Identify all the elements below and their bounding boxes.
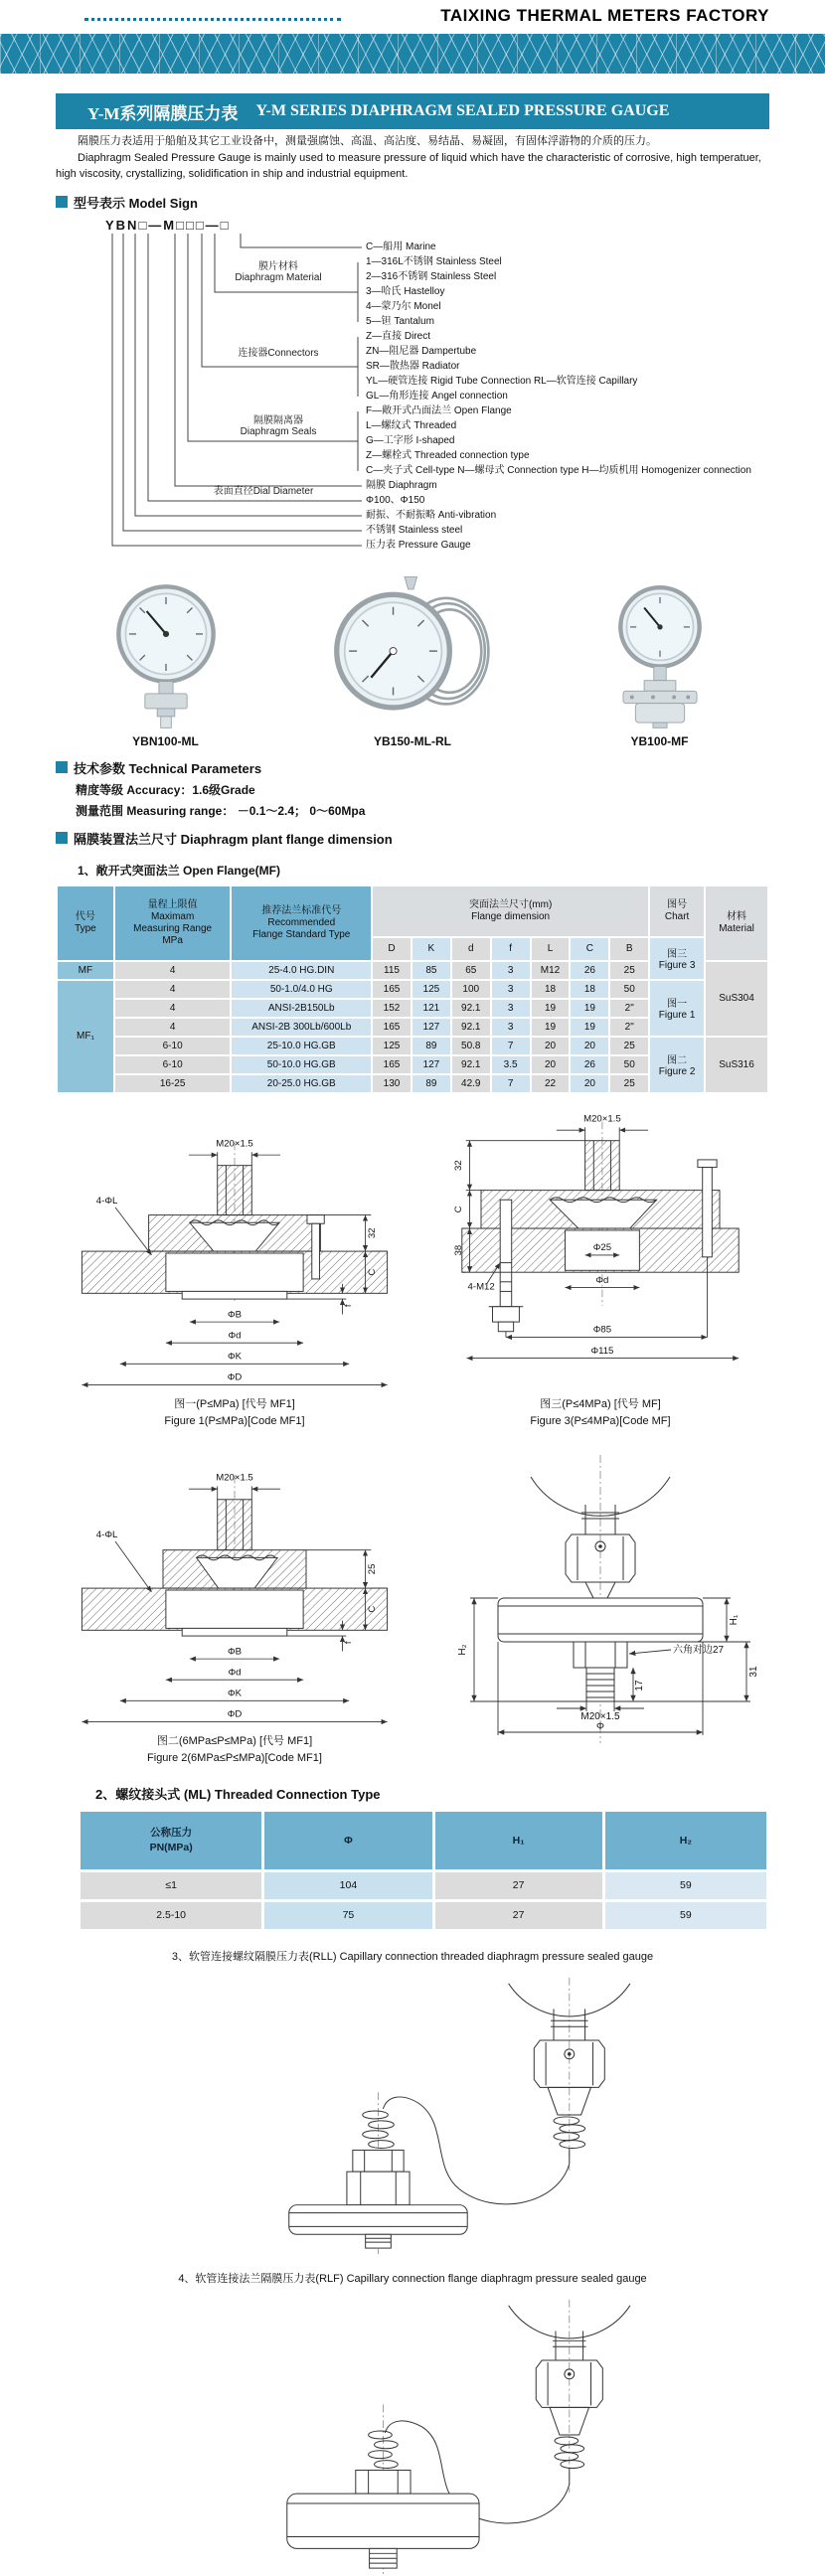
dim-cell: 121 (412, 999, 451, 1018)
page-title-bar (56, 93, 769, 129)
subheader-B: B (609, 937, 649, 961)
group-label-connectors: 连接器Connectors (238, 347, 319, 359)
dim-cell: 18 (570, 980, 609, 999)
dim-cell: 50 (609, 1055, 649, 1074)
range-cell: 4 (114, 1018, 232, 1037)
model-option: 5—钽 Tantalum (366, 315, 434, 327)
accuracy-line: 精度等级 Accuracy：1.6级Grade (76, 782, 255, 797)
tech-params-heading (56, 758, 769, 777)
svg-text:38: 38 (452, 1244, 464, 1255)
dim-cell: 3 (491, 980, 531, 999)
dim-cell: 89 (412, 1074, 451, 1093)
subheader-C: C (570, 937, 609, 961)
photo-ybn100-ml (86, 581, 246, 748)
svg-text:M20×1.5: M20×1.5 (216, 1472, 253, 1484)
model-option: GL—角形连接 Angel connection (366, 390, 508, 402)
material-cell: SuS304 (705, 961, 768, 1037)
gauge-photo-icon (306, 573, 520, 730)
subheader-K: K (412, 937, 451, 961)
table-row (57, 980, 768, 999)
photo-caption: YB150-ML-RL (373, 733, 451, 748)
page-title-en: Y-M SERIES DIAPHRAGM SEALED PRESSURE GAUGE (255, 102, 670, 119)
section3-heading: 3、软管连接螺纹隔膜压力表(RLL) Capillary connection threaded diaphragm pressure sealed gauge (171, 1950, 654, 1963)
model-sign-heading (56, 193, 769, 212)
svg-text:25: 25 (367, 1563, 379, 1574)
model-option: Z—螺栓式 Threaded connection type (366, 449, 530, 461)
dim-cell: 50.8 (451, 1037, 491, 1055)
rlf-capillary-drawing (134, 2292, 691, 2576)
header-range: 量程上限值 Maximam Measuring Range MPa (114, 886, 232, 961)
group-label-dm-cn: 膜片材料 (258, 260, 298, 272)
range-cell: 16-25 (114, 1074, 232, 1093)
figure-3 (431, 1110, 769, 1431)
dim-cell: 92.1 (451, 999, 491, 1018)
figure-3-drawing (431, 1110, 769, 1396)
dim-cell: 22 (531, 1074, 571, 1093)
model-option: Z—直接 Direct (366, 330, 430, 342)
table-row (80, 1870, 768, 1900)
photo-caption: YB100-MF (630, 733, 689, 748)
section2-heading: 2、螺纹接头式 (ML) Threaded Connection Type (95, 1786, 381, 1802)
svg-text:17: 17 (634, 1680, 645, 1691)
dim-cell: 42.9 (451, 1074, 491, 1093)
photo-caption: YBN100-ML (132, 733, 199, 748)
model-option: Φ100、Φ150 (366, 494, 425, 506)
svg-text:32: 32 (367, 1227, 379, 1238)
dim-cell: M12 (531, 961, 571, 980)
dim-cell: 25 (609, 1037, 649, 1055)
h2-cell: 59 (603, 1870, 767, 1900)
model-option: 压力表 Pressure Gauge (366, 539, 471, 551)
svg-text:4-ΦL: 4-ΦL (95, 1529, 118, 1540)
model-option: 4—蒙乃尔 Monel (366, 300, 441, 312)
dim-cell: 26 (570, 1055, 609, 1074)
std-cell: ANSI-2B150Lb (231, 999, 372, 1018)
figure-row-2 (56, 1447, 769, 1768)
svg-text:Φ115: Φ115 (590, 1345, 614, 1357)
dim-cell: 100 (451, 980, 491, 999)
subheader-D: D (372, 937, 412, 961)
model-option: 1—316L不锈钢 Stainless Steel (366, 255, 502, 267)
dim-cell: 85 (412, 961, 451, 980)
table-row (80, 1900, 768, 1930)
std-cell: ANSI-2B 300Lb/600Lb (231, 1018, 372, 1037)
model-sign-diagram (56, 218, 769, 558)
content-area (56, 93, 769, 2576)
model-code: YBN□—M□□□—□ (105, 217, 231, 233)
header-type: 代号 Type (57, 886, 114, 961)
model-option: 隔膜 Diaphragm (366, 479, 437, 491)
dim-cell: 19 (531, 1018, 571, 1037)
std-cell: 25-4.0 HG.DIN (231, 961, 372, 980)
ml-threaded-table (78, 1809, 769, 1932)
model-option: G—工字形 I-shaped (366, 434, 455, 446)
type-cell: MF (57, 961, 114, 980)
group-label-seals (205, 415, 352, 437)
type-cell: MF₁ (57, 980, 114, 1093)
intro-paragraph-en: Diaphragm Sealed Pressure Gauge is mainly used to measure pressure of liquid which have the characteristic of corrosive, high temperatuer, high viscosity, crystallizing, solidification in ship and industrial equipment. (56, 151, 761, 180)
h2-cell: 59 (603, 1900, 767, 1930)
dim-cell: 20 (570, 1074, 609, 1093)
model-sign-heading-text: 型号表示 Model Sign (74, 195, 198, 211)
gauge-photo-icon (580, 581, 740, 730)
svg-text:六角对边27: 六角对边27 (673, 1644, 725, 1656)
subheader-f: f (491, 937, 531, 961)
model-option: F—敞开式凸面法兰 Open Flange (366, 404, 512, 416)
dim-cell: 3 (491, 961, 531, 980)
dim-cell: 3 (491, 1018, 531, 1037)
dotted-leader (84, 18, 341, 21)
svg-text:Φd: Φd (228, 1667, 242, 1679)
group-label-dial-diameter: 表面直径Dial Diameter (213, 485, 314, 497)
pn-cell: 2.5-10 (80, 1900, 263, 1930)
svg-text:H₁: H₁ (729, 1614, 740, 1625)
dim-cell: 165 (372, 1018, 412, 1037)
range-cell: 4 (114, 980, 232, 999)
flange-dim-heading-text: 隔膜装置法兰尺寸 Diaphragm plant flange dimension (74, 831, 393, 847)
header-h2: H₂ (603, 1810, 767, 1870)
svg-text:ΦB: ΦB (227, 1646, 243, 1658)
svg-text:ΦD: ΦD (227, 1371, 243, 1383)
dim-cell: 18 (531, 980, 571, 999)
model-option: C—船用 Marine (366, 241, 436, 252)
svg-text:C: C (367, 1268, 379, 1276)
svg-text:31: 31 (748, 1666, 759, 1678)
figure-row-1 (56, 1110, 769, 1431)
dim-cell: 3 (491, 999, 531, 1018)
dim-cell: 165 (372, 1055, 412, 1074)
factory-name: TAIXING THERMAL METERS FACTORY (440, 6, 769, 25)
material-cell: SuS316 (705, 1037, 768, 1093)
dim-cell: 2" (609, 999, 649, 1018)
top-bar (0, 0, 825, 34)
dim-cell: 19 (531, 999, 571, 1018)
figure-1-caption: 图一(P≤MPa) [代号 MF1] Figure 1(P≤MPa)[Code MF1] (164, 1397, 305, 1428)
pn-cell: ≤1 (80, 1870, 263, 1900)
figure-1-drawing (56, 1110, 413, 1396)
table-header-row (80, 1810, 768, 1870)
square-bullet-icon (56, 196, 68, 208)
gauge-photo-icon (86, 581, 246, 730)
model-option: 3—哈氏 Hastelloy (366, 285, 445, 297)
figure-1 (56, 1110, 413, 1431)
dim-cell: 130 (372, 1074, 412, 1093)
model-option: 2—316不锈钢 Stainless Steel (366, 270, 497, 282)
header-chart: 图号 Chart (649, 886, 705, 937)
svg-text:f: f (343, 1641, 355, 1644)
photo-yb100-mf (580, 581, 740, 748)
dim-cell: 89 (412, 1037, 451, 1055)
dim-cell: 26 (570, 961, 609, 980)
dim-cell: 65 (451, 961, 491, 980)
dim-cell: 2" (609, 1018, 649, 1037)
lattice-banner (0, 34, 825, 74)
svg-text:Φd: Φd (595, 1274, 609, 1286)
rll-capillary-drawing (134, 1970, 691, 2254)
svg-text:H₂: H₂ (457, 1644, 468, 1656)
page-title-cn: Y-M系列隔膜压力表 (87, 103, 239, 123)
square-bullet-icon (56, 832, 68, 844)
dim-cell: 20 (531, 1055, 571, 1074)
svg-text:4-ΦL: 4-ΦL (95, 1195, 118, 1207)
product-photos (56, 571, 769, 748)
ml-type-figure (431, 1447, 769, 1768)
svg-text:C: C (452, 1205, 464, 1212)
figure-3-caption: 图三(P≤4MPa) [代号 MF] Figure 3(P≤4MPa)[Code MF] (530, 1397, 671, 1428)
svg-text:f: f (343, 1303, 355, 1307)
dim-cell: 115 (372, 961, 412, 980)
range-cell: 6-10 (114, 1055, 232, 1074)
tech-params-heading-text: 技术参数 Technical Parameters (74, 760, 262, 776)
std-cell: 50-1.0/4.0 HG (231, 980, 372, 999)
model-option: 耐振、不耐振略 Anti-vibration (366, 509, 497, 521)
chart-cell: 图二 Figure 2 (649, 1037, 705, 1093)
svg-text:Φd: Φd (228, 1329, 242, 1341)
range-cell: 6-10 (114, 1037, 232, 1055)
header-phi: Φ (263, 1810, 433, 1870)
dim-cell: 20 (570, 1037, 609, 1055)
phi-cell: 75 (263, 1900, 433, 1930)
dim-cell: 92.1 (451, 1018, 491, 1037)
figure-2 (56, 1447, 413, 1768)
group-label-dm-en: Diaphragm Material (235, 271, 322, 283)
svg-text:4-M12: 4-M12 (467, 1280, 495, 1292)
square-bullet-icon (56, 761, 68, 773)
svg-text:M20×1.5: M20×1.5 (583, 1113, 621, 1125)
dim-cell: 25 (609, 961, 649, 980)
svg-text:32: 32 (452, 1159, 464, 1171)
chart-cell: 图一 Figure 1 (649, 980, 705, 1037)
dim-cell: 127 (412, 1018, 451, 1037)
dim-cell: 125 (412, 980, 451, 999)
table-header-row (57, 886, 768, 937)
svg-text:M20×1.5: M20×1.5 (580, 1710, 620, 1722)
photo-yb150-ml-rl (306, 573, 520, 748)
h1-cell: 27 (433, 1900, 603, 1930)
header-h1: H₁ (433, 1810, 603, 1870)
svg-text:ΦK: ΦK (227, 1351, 243, 1363)
group-label-seals-en: Diaphragm Seals (240, 425, 317, 437)
svg-text:Φ: Φ (596, 1720, 604, 1732)
group-label-diaphragm-material (205, 261, 352, 283)
subheader-L: L (531, 937, 571, 961)
model-option: SR—散热器 Radiator (366, 360, 460, 372)
dim-cell: 25 (609, 1074, 649, 1093)
svg-text:ΦB: ΦB (227, 1308, 243, 1320)
dim-cell: 127 (412, 1055, 451, 1074)
std-cell: 20-25.0 HG.GB (231, 1074, 372, 1093)
model-option: C—夹子式 Cell-type N—螺母式 Connection type H—均质机用 Homogenizer connection (366, 464, 751, 476)
svg-text:Φ25: Φ25 (592, 1241, 612, 1253)
phi-cell: 104 (263, 1870, 433, 1900)
header-pn: 公称压力 PN(MPa) (80, 1810, 263, 1870)
dim-cell: 19 (570, 1018, 609, 1037)
dim-cell: 165 (372, 980, 412, 999)
intro-paragraph-cn: 隔膜压力表适用于船舶及其它工业设备中，测量强腐蚀、高温、高沾度、易结晶、易凝固，有固体浮游物的介质的压力。 (78, 135, 657, 147)
dim-cell: 50 (609, 980, 649, 999)
flange-dim-heading (56, 829, 769, 848)
svg-text:C: C (367, 1605, 379, 1613)
header-flange-dimension: 突面法兰尺寸(mm) Flange dimension (372, 886, 649, 937)
svg-text:M20×1.5: M20×1.5 (216, 1137, 253, 1149)
section4-heading: 4、软管连接法兰隔膜压力表(RLF) Capillary connection flange diaphragm pressure sealed gauge (178, 2272, 647, 2285)
table-row (57, 1037, 768, 1055)
svg-text:ΦD: ΦD (227, 1708, 243, 1720)
figure-2-caption: 图二(6MPa≤P≤MPa) [代号 MF1] Figure 2(6MPa≤P≤MPa)[Code MF1] (147, 1734, 322, 1765)
svg-text:ΦK: ΦK (227, 1688, 243, 1699)
h1-cell: 27 (433, 1870, 603, 1900)
model-option: 不锈钢 Stainless steel (366, 524, 463, 536)
dim-cell: 125 (372, 1037, 412, 1055)
figure-2-drawing (56, 1447, 413, 1733)
std-cell: 50-10.0 HG.GB (231, 1055, 372, 1074)
model-option: ZN—阻尼器 Dampertube (366, 345, 477, 357)
subheader-d: d (451, 937, 491, 961)
range-cell: 4 (114, 961, 232, 980)
range-line: 测量范围 Measuring range： －0.1～2.4； 0～60Mpa (76, 803, 366, 818)
header-standard: 推荐法兰标准代号 Recommended Flange Standard Type (231, 886, 372, 961)
svg-text:Φ85: Φ85 (592, 1324, 612, 1336)
chart-cell: 图三 Figure 3 (649, 937, 705, 980)
dim-cell: 20 (531, 1037, 571, 1055)
section1-heading: 1、敞开式突面法兰 Open Flange(MF) (78, 863, 281, 878)
model-option: L—螺纹式 Threaded (366, 419, 457, 431)
ml-type-drawing (431, 1447, 769, 1745)
dim-cell: 92.1 (451, 1055, 491, 1074)
dim-cell: 3.5 (491, 1055, 531, 1074)
dim-cell: 7 (491, 1074, 531, 1093)
group-label-seals-cn: 隔膜隔离器 (253, 414, 303, 426)
header-material: 材料 Material (705, 886, 768, 961)
dim-cell: 7 (491, 1037, 531, 1055)
dim-cell: 152 (372, 999, 412, 1018)
std-cell: 25-10.0 HG.GB (231, 1037, 372, 1055)
model-option: YL—硬管连接 Rigid Tube Connection RL—软管连接 Capillary (366, 375, 638, 387)
flange-dimension-table (56, 885, 769, 1094)
range-cell: 4 (114, 999, 232, 1018)
dim-cell: 19 (570, 999, 609, 1018)
